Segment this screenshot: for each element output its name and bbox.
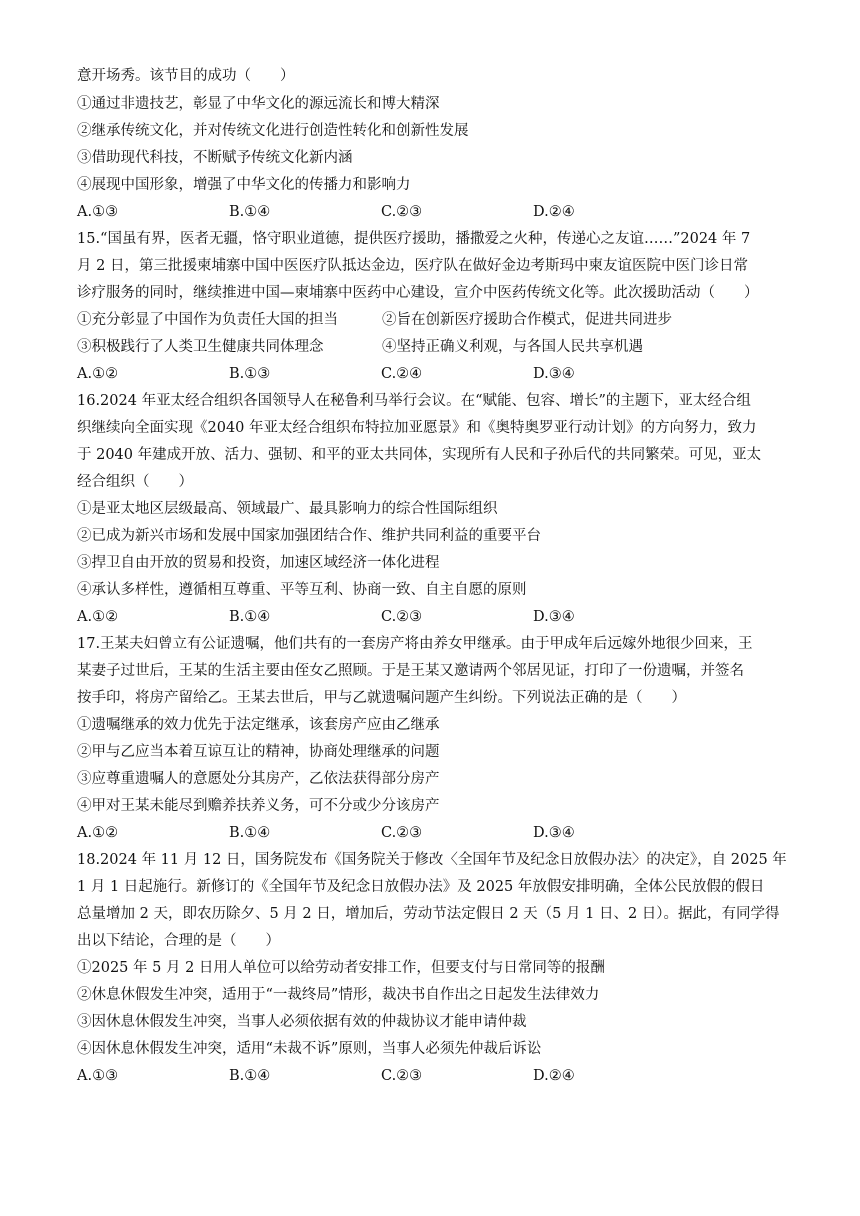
q16-item-2: ②已成为新兴市场和发展中国家加强团结合作、维护共同利益的重要平台 bbox=[77, 528, 541, 544]
q15-item-2: ②旨在创新医疗援助合作模式，促进共同进步 bbox=[382, 312, 672, 328]
q14-choice-b[interactable]: B.①④ bbox=[229, 204, 271, 220]
q15-stem-line-2: 月 2 日，第三批援柬埔寨中国中医医疗队抵达金边，医疗队在做好金边考斯玛中柬友谊医院中医门诊日常 bbox=[77, 258, 748, 274]
q16-stem-line-1: 16.2024 年亚太经合组织各国领导人在秘鲁利马举行会议。在“赋能、包容、增长”的主题下，亚太经合组 bbox=[77, 393, 751, 409]
q17-item-1: ①遗嘱继承的效力优先于法定继承，该套房产应由乙继承 bbox=[77, 717, 440, 733]
q14-stem-tail: 意开场秀。该节目的成功（ ） bbox=[77, 68, 295, 84]
q17-item-3: ③应尊重遗嘱人的意愿处分其房产，乙依法获得部分房产 bbox=[77, 771, 440, 787]
q16-choice-c[interactable]: C.②③ bbox=[381, 609, 423, 625]
q17-item-2: ②甲与乙应当本着互谅互让的精神，协商处理继承的问题 bbox=[77, 744, 440, 760]
q14-item-1: ①通过非遗技艺，彰显了中华文化的源远流长和博大精深 bbox=[77, 96, 440, 112]
q14-item-2: ②继承传统文化，并对传统文化进行创造性转化和创新性发展 bbox=[77, 123, 469, 139]
q16-choice-b[interactable]: B.①④ bbox=[229, 609, 271, 625]
q17-choice-c[interactable]: C.②③ bbox=[381, 825, 423, 841]
q18-stem-line-4: 出以下结论，合理的是（ ） bbox=[77, 933, 280, 949]
q15-choice-c[interactable]: C.②④ bbox=[381, 366, 423, 382]
q15-choice-d[interactable]: D.③④ bbox=[533, 366, 575, 382]
q18-choice-b[interactable]: B.①④ bbox=[229, 1068, 271, 1084]
q17-stem-line-1: 17.王某夫妇曾立有公证遗嘱，他们共有的一套房产将由养女甲继承。由于甲成年后远嫁外地很少回来，王 bbox=[77, 636, 753, 652]
q16-stem-line-3: 于 2040 年建成开放、活力、强韧、和平的亚太共同体，实现所有人民和子孙后代的共同繁荣。可见，亚太 bbox=[77, 447, 762, 463]
q16-item-4: ④承认多样性，遵循相互尊重、平等互利、协商一致、自主自愿的原则 bbox=[77, 582, 527, 598]
q15-item-1: ①充分彰显了中国作为负责任大国的担当 bbox=[77, 312, 338, 328]
q14-item-3: ③借助现代科技，不断赋予传统文化新内涵 bbox=[77, 150, 353, 166]
q17-choice-d[interactable]: D.③④ bbox=[533, 825, 575, 841]
q18-stem-line-2: 1 月 1 日起施行。新修订的《全国年节及纪念日放假办法》及 2025 年放假安排明确，全体公民放假的假日 bbox=[77, 879, 765, 895]
q18-item-1: ①2025 年 5 月 2 日用人单位可以给劳动者安排工作，但要支付与日常同等的报酬 bbox=[77, 960, 605, 976]
q17-stem-line-3: 按手印，将房产留给乙。王某去世后，甲与乙就遗嘱问题产生纠纷。下列说法正确的是（ ） bbox=[77, 690, 686, 706]
q18-choice-c[interactable]: C.②③ bbox=[381, 1068, 423, 1084]
q18-item-4: ④因休息休假发生冲突，适用“未裁不诉”原则，当事人必须先仲裁后诉讼 bbox=[77, 1041, 542, 1057]
q16-item-1: ①是亚太地区层级最高、领域最广、最具影响力的综合性国际组织 bbox=[77, 501, 498, 517]
q15-item-3: ③积极践行了人类卫生健康共同体理念 bbox=[77, 339, 324, 355]
q15-choice-a[interactable]: A.①② bbox=[77, 366, 119, 382]
q16-stem-line-4: 经合组织（ ） bbox=[77, 474, 193, 490]
q14-choice-c[interactable]: C.②③ bbox=[381, 204, 423, 220]
q18-stem-line-1: 18.2024 年 11 月 12 日，国务院发布《国务院关于修改〈全国年节及纪念日放假办法〉的决定》，自 2025 年 bbox=[77, 852, 787, 868]
q15-stem-line-1: 15.“国虽有界，医者无疆，恪守职业道德，提供医疗援助，播撒爱之火种，传递心之友谊……”2024 年 7 bbox=[77, 231, 751, 247]
q16-choice-d[interactable]: D.③④ bbox=[533, 609, 575, 625]
q18-choice-d[interactable]: D.②④ bbox=[533, 1068, 575, 1084]
q14-choice-d[interactable]: D.②④ bbox=[533, 204, 575, 220]
q18-choice-a[interactable]: A.①③ bbox=[77, 1068, 119, 1084]
q15-stem-line-3: 诊疗服务的同时，继续推进中国—柬埔寨中医药中心建设，宣介中医药传统文化等。此次援助活动（ ） bbox=[77, 285, 759, 301]
q14-choice-a[interactable]: A.①③ bbox=[77, 204, 119, 220]
q18-stem-line-3: 总量增加 2 天，即农历除夕、5 月 2 日，增加后，劳动节法定假日 2 天（5 月 1 日、2 日）。据此，有同学得 bbox=[77, 906, 780, 922]
q16-choice-a[interactable]: A.①② bbox=[77, 609, 119, 625]
q18-item-3: ③因休息休假发生冲突，当事人必须依据有效的仲裁协议才能申请仲裁 bbox=[77, 1014, 527, 1030]
q15-choice-b[interactable]: B.①③ bbox=[229, 366, 271, 382]
q14-item-4: ④展现中国形象，增强了中华文化的传播力和影响力 bbox=[77, 177, 411, 193]
q16-stem-line-2: 织继续向全面实现《2040 年亚太经合组织布特拉加亚愿景》和《奥特奥罗亚行动计划》的方向努力，致力 bbox=[77, 420, 757, 436]
q17-choice-b[interactable]: B.①④ bbox=[229, 825, 271, 841]
q17-item-4: ④甲对王某未能尽到赡养扶养义务，可不分或少分该房产 bbox=[77, 798, 440, 814]
q15-item-4: ④坚持正确义利观，与各国人民共享机遇 bbox=[382, 339, 643, 355]
q17-choice-a[interactable]: A.①② bbox=[77, 825, 119, 841]
q17-stem-line-2: 某妻子过世后，王某的生活主要由侄女乙照顾。于是王某又邀请两个邻居见证，打印了一份遗嘱，并签名 bbox=[77, 663, 744, 679]
q18-item-2: ②休息休假发生冲突，适用于“一裁终局”情形，裁决书自作出之日起发生法律效力 bbox=[77, 987, 600, 1003]
q16-item-3: ③捍卫自由开放的贸易和投资，加速区域经济一体化进程 bbox=[77, 555, 440, 571]
